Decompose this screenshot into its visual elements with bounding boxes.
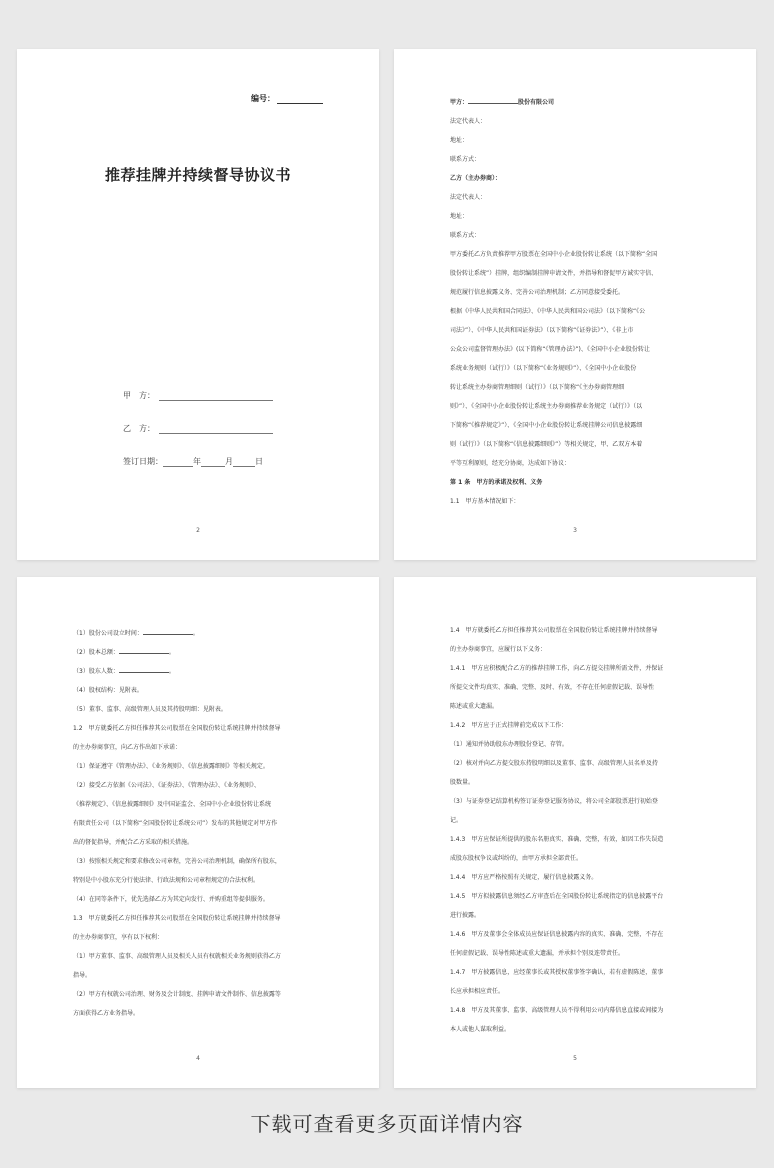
text-line: 所提交文件均真实、准确、完整、及时、有效，不存在任何虚假记载、误导性 [450,684,655,691]
text-line: 股数量。 [450,779,475,786]
page-text [73,624,323,1023]
text-line: （2）核对并向乙方提交股东持股明细以及董事、监事、高级管理人员名单及持 [450,760,658,767]
sign-date-label: 签订日期： [123,457,163,466]
text-line: 转让系统主办券商管理细则（试行）》（以下简称“《主办券商管理细 [450,384,625,391]
text-line: 1.4.3 甲方应保证所提供的股东名册真实、准确、完整，有效，如因工作失误造 [450,836,664,843]
text-line-label: （1）股份公司设立时间： [73,630,143,637]
text-line: 系统业务规则（试行）》（以下简称“《业务规则》”）、《全国中小企业股份 [450,365,637,372]
page-text [450,621,700,1039]
page-number: 3 [573,527,577,534]
text-line: 公众公司监督管理办法》(以下简称“《管理办法》”)、《全国中小企业股份转让 [450,346,650,353]
section-heading: 第 1 条 甲方的承诺及权利、义务 [450,479,543,486]
serial-number-label: 编号： [251,94,275,103]
text-line: 记。 [450,817,463,824]
text-line: 规范履行信息披露义务、完善公司治理机制；乙方同意接受委托。 [450,289,625,296]
text-line: 根据《中华人民共和国合同法》、《中华人民共和国公司法》（以下简称“《公 [450,308,646,315]
party-b-blank [159,425,273,434]
text-line: 司法》”）、《中华人民共和国证券法》（以下简称“《证券法》”）、《非上市 [450,327,634,334]
text-line: 任何虚假记载、误导性陈述或重大遗漏，并承担个别及连带责任。 [450,950,625,957]
text-line-label: （3）股东人数： [73,668,119,675]
blank-line [119,647,169,654]
page-number: 2 [196,527,200,534]
text-line: 1.4 甲方就委托乙方担任推荐其公司股票在全国股份转让系统挂牌并持续督导 [450,627,658,634]
text-line: 进行披露。 [450,912,481,919]
text-line: 联系方式： [450,232,481,239]
party-a-line [450,93,700,112]
party-b-label: 乙 方： [123,424,155,433]
text-line: 股份转让系统”）挂牌，组织编制挂牌申请文件，并指导和督促甲方诚实守信、 [450,270,658,277]
text-line: （5）董事、监事、高级管理人员及其持股明细：见附表。 [73,706,227,713]
page-text [450,93,700,511]
text-line: 联系方式： [450,156,481,163]
document-page-2 [394,49,756,560]
sign-date-field [123,456,263,467]
document-page-cover [17,49,379,560]
text-line: 1.4.5 甲方拟披露信息须经乙方审查后在全国股份转让系统指定的信息披露平台 [450,893,664,900]
text-line: 有限责任公司（以下简称“全国股份转让系统公司”）发布的其他规定对甲方作 [73,820,278,827]
text-line: 方面获得乙方业务指导。 [73,1010,140,1017]
text-line: 陈述或重大遗漏。 [450,703,499,710]
text-line: 1.4.7 甲方披露信息，应经董事长或其授权董事签字确认，若有虚假陈述，董事 [450,969,664,976]
text-line: 1.4.2 甲方应于正式挂牌前完成以下工作： [450,722,568,729]
party-a-label: 甲方： [450,99,469,106]
text-line: 则（试行）》（以下简称“《信息披露细则》”）等相关规定，甲、乙双方本着 [450,441,643,448]
text-line: 出的督促指导，并配合乙方采取的相关措施。 [73,839,194,846]
text-line: （3）股东人数： 。 [73,668,175,675]
party-b-field [123,423,273,434]
page-number: 4 [196,1055,200,1062]
text-line: 指导。 [73,972,92,979]
text-line: （2）股本总额： 。 [73,649,175,656]
party-a-label: 甲 方： [123,391,155,400]
text-line: 的主办券商事宜，享有以下权利： [73,934,164,941]
text-line: （4）股权结构：见附表。 [73,687,143,694]
party-a-blank [468,97,518,104]
text-line: （2）接受乙方依据《公司法》、《证券法》、《管理办法》、《业务规则》、 [73,782,260,789]
page-number: 5 [573,1055,577,1062]
text-line: 地址： [450,137,469,144]
text-line: 《推荐规定》、《信息披露细则》及中国证监会、全国中小企业股份转让系统 [73,801,272,808]
text-line: 的主办券商事宜，向乙方作出如下承诺： [73,744,182,751]
day-label: 日 [255,457,263,466]
text-line: 1.4.4 甲方应严格按照有关规定，履行信息披露义务。 [450,874,598,881]
text-line: （4）在同等条件下，优先选择乙方为其定向发行、并购重组等提供服务。 [73,896,269,903]
text-line: 地址： [450,213,469,220]
text-line: 甲方委托乙方负责推荐甲方股票在全国中小企业股份转让系统（以下简称“全国 [450,251,658,258]
document-title: 推荐挂牌并持续督导协议书 [104,166,291,184]
year-blank [163,458,193,467]
text-line: 下简称“《推荐规定》”）、《全国中小企业股份转让系统挂牌公司信息披露细 [450,422,643,429]
year-label: 年 [193,457,201,466]
text-line: （3）按照相关规定和要求修改公司章程，完善公司治理机制，确保所有股东， [73,858,281,865]
party-a-blank [159,392,273,401]
document-page-3 [17,577,379,1088]
download-caption: 下载可查看更多页面详情内容 [250,1112,524,1136]
text-line: （1）保证遵守《管理办法》、《业务规则》、《信息披露细则》等相关规定。 [73,763,269,770]
text-line: （1）股份公司设立时间： 。 [73,630,199,637]
text-line: 1.4.6 甲方及董事会全体成员应保证信息披露内容的真实、准确、完整，不存在 [450,931,664,938]
text-line: 成股东股权争议或纠纷的，由甲方承担全部责任。 [450,855,583,862]
text-line: 平等互利原则，经充分协商，达成如下协议： [450,460,571,467]
party-a-field [123,390,273,401]
text-line: 1.3 甲方就委托乙方担任推荐其公司股票在全国股份转让系统挂牌并持续督导 [73,915,281,922]
text-line: 的主办券商事宜，应履行以下义务： [450,646,547,653]
text-line: （2）甲方有权就公司治理、财务及会计制度、挂牌申请文件制作、信息披露等 [73,991,281,998]
text-line: 长应承担相应责任。 [450,988,505,995]
text-line-label: （2）股本总额： [73,649,119,656]
text-line: 1.4.8 甲方及其董事、监事、高级管理人员不得利用公司内幕信息直接或间接为 [450,1007,664,1014]
party-a-suffix: 股份有限公司 [518,99,555,106]
text-line: （1）通知并协助股东办理股份登记、存管。 [450,741,568,748]
month-label: 月 [225,457,233,466]
serial-number-field [251,93,323,104]
text-line: 乙方（主办券商）： [450,175,502,182]
month-blank [201,458,225,467]
text-line: 则》”）、《全国中小企业股份转让系统主办券商推荐业务规定（试行）》（以 [450,403,643,410]
text-line: （1）甲方董事、监事、高级管理人员及相关人员有权就相关业务规则获得乙方 [73,953,281,960]
text-line: 法定代表人： [450,194,487,201]
text-line: 1.2 甲方就委托乙方担任推荐其公司股票在全国股份转让系统挂牌并持续督导 [73,725,281,732]
text-line: （3）与证券登记结算机构签订证券登记服务协议，将公司全部股票进行初始登 [450,798,658,805]
text-line: 法定代表人： [450,118,487,125]
text-line: 1.4.1 甲方应积极配合乙方的推荐挂牌工作，向乙方提交挂牌所需文件，并保证 [450,665,664,672]
blank-line [143,628,193,635]
text-line: 本人或他人谋取利益。 [450,1026,511,1033]
day-blank [233,458,255,467]
text-line: 1.1 甲方基本情况如下： [450,498,520,505]
document-page-4 [394,577,756,1088]
text-line: 特别是中小股东充分行使法律、行政法规和公司章程规定的合法权利。 [73,877,260,884]
blank-line [119,666,169,673]
serial-number-blank [277,95,323,104]
